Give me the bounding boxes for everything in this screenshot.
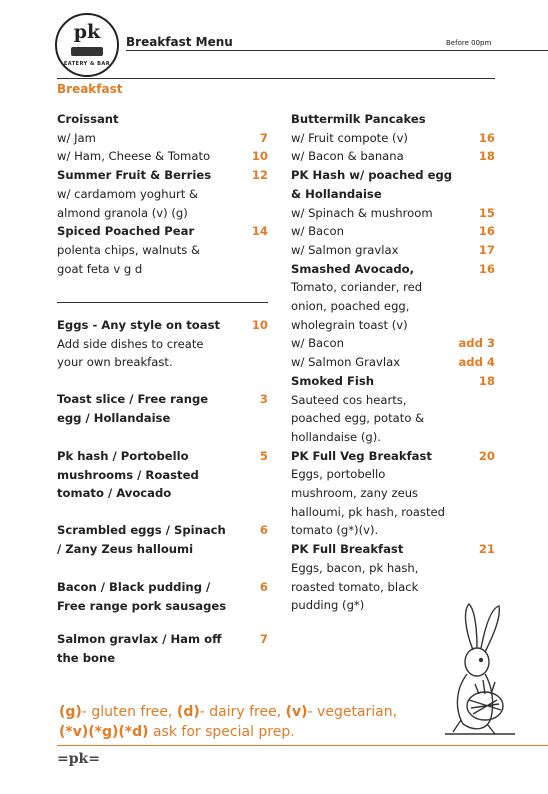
legend-g: (g) — [59, 704, 82, 720]
item-price: 16 — [478, 224, 495, 239]
item-desc: your own breakfast. — [57, 355, 173, 370]
menu-item — [291, 503, 495, 522]
item-price: 16 — [478, 130, 495, 145]
item-price: 15 — [478, 205, 495, 220]
side-dish-name: Scrambled eggs / Spinach — [57, 523, 226, 537]
item-name: Smoked Fish — [291, 373, 375, 388]
dietary-legend — [59, 702, 397, 742]
menu-item — [291, 559, 495, 578]
legend-special: (*v)(*g)(*d) — [59, 724, 149, 740]
item-desc: onion, poached egg, — [291, 299, 410, 314]
menu-item — [291, 372, 495, 391]
eggs-section — [57, 316, 268, 372]
item-desc: Add side dishes to create — [57, 336, 204, 351]
legend-v-text: - vegetarian, — [307, 704, 398, 720]
side-dish-name: mushrooms / Roasted — [57, 467, 199, 482]
item-desc: roasted tomato, black — [291, 579, 419, 594]
item-desc: polenta chips, walnuts & — [57, 242, 201, 257]
item-price: 14 — [251, 224, 268, 239]
item-price: 10 — [251, 318, 268, 332]
item-name: PK Full Breakfast — [291, 542, 404, 557]
item-desc: w/ cardamom yoghurt & — [57, 186, 198, 201]
side-dish-line — [57, 409, 268, 428]
side-dish-name: Pk hash / Portobello — [57, 449, 189, 463]
item-desc: w/ Spinach & mushroom — [291, 205, 433, 220]
menu-item — [57, 260, 268, 279]
side-dish-price: 6 — [259, 523, 268, 537]
legend-special-text: ask for special prep. — [148, 724, 295, 740]
menu-item — [57, 241, 268, 260]
side-dish-price: 6 — [259, 580, 268, 594]
menu-item — [291, 297, 495, 316]
menu-item — [291, 241, 495, 260]
menu-item — [291, 428, 495, 447]
item-name: & Hollandaise — [291, 186, 382, 201]
side-dish-item — [57, 390, 268, 427]
item-name: Croissant — [57, 112, 119, 126]
item-desc: w/ Salmon gravlax — [291, 242, 399, 257]
header-divider — [57, 78, 495, 79]
item-name: Summer Fruit & Berries — [57, 168, 212, 183]
item-name: Buttermilk Pancakes — [291, 112, 426, 126]
menu-item — [291, 391, 495, 410]
item-desc: w/ Jam — [57, 130, 96, 145]
side-dish-name: Free range pork sausages — [57, 598, 227, 613]
side-dish-name: Toast slice / Free range — [57, 392, 209, 406]
side-dish-item — [57, 630, 268, 667]
item-desc: w/ Bacon & banana — [291, 149, 404, 164]
side-dish-line — [57, 521, 268, 540]
side-dish-line — [57, 466, 268, 485]
menu-item — [57, 110, 268, 129]
side-dish-price: 3 — [259, 392, 268, 406]
item-price: 18 — [478, 149, 495, 164]
side-dish-name: Bacon / Black pudding / — [57, 580, 211, 594]
item-price: add 3 — [458, 336, 495, 351]
menu-item — [291, 316, 495, 335]
item-name: Spiced Poached Pear — [57, 224, 195, 239]
side-dish-price: 7 — [259, 632, 268, 646]
menu-item — [291, 204, 495, 223]
item-desc: Tomato, coriander, red — [291, 280, 423, 295]
menu-item — [57, 222, 268, 241]
footer-logo: =pk= — [57, 751, 100, 767]
side-dish-item — [57, 447, 268, 503]
legend-d: (d) — [176, 704, 200, 720]
item-desc: Eggs, portobello — [291, 467, 386, 482]
logo-table-graphic — [71, 47, 103, 56]
side-dish-line — [57, 578, 268, 597]
item-name: Eggs - Any style on toast — [57, 318, 221, 332]
item-desc: halloumi, pk hash, roasted — [291, 504, 445, 519]
menu-item — [57, 185, 268, 204]
side-dish-price: 5 — [259, 449, 268, 463]
side-dish-name: the bone — [57, 650, 116, 665]
side-dish-name: Salmon gravlax / Ham off — [57, 632, 222, 646]
page-subtitle: Before 00pm — [446, 39, 492, 47]
menu-item — [291, 278, 495, 297]
item-desc: poached egg, potato & — [291, 411, 425, 426]
side-dish-line — [57, 649, 268, 668]
item-price: 7 — [259, 130, 268, 145]
menu-item — [57, 129, 268, 148]
header-rule — [126, 50, 548, 51]
side-dish-line — [57, 447, 268, 466]
rabbit-icon — [425, 600, 525, 740]
section-title: Breakfast — [57, 82, 123, 96]
item-name: Smashed Avocado, — [291, 261, 415, 276]
item-desc: almond granola (v) (g) — [57, 205, 188, 220]
item-desc: mushroom, zany zeus — [291, 486, 419, 501]
item-desc: tomato (g*)(v). — [291, 523, 379, 538]
side-dish-line — [57, 484, 268, 503]
legend-d-text: - dairy free, — [199, 704, 286, 720]
item-desc: w/ Bacon — [291, 336, 344, 351]
menu-item — [291, 540, 495, 559]
item-name: PK Full Veg Breakfast — [291, 448, 432, 463]
menu-item — [291, 447, 495, 466]
item-desc: hollandaise (g). — [291, 429, 381, 444]
menu-item — [291, 578, 495, 597]
item-price: 21 — [478, 542, 495, 557]
menu-item — [291, 484, 495, 503]
item-price: 12 — [251, 168, 268, 183]
menu-item — [291, 129, 495, 148]
item-price: 10 — [251, 149, 268, 164]
item-desc: w/ Fruit compote (v) — [291, 130, 408, 145]
side-dish-name: tomato / Avocado — [57, 486, 172, 501]
legend-v: (v) — [285, 704, 308, 720]
side-dish-line — [57, 630, 268, 649]
menu-item — [57, 166, 268, 185]
item-desc: Eggs, bacon, pk hash, — [291, 560, 419, 575]
menu-item — [291, 353, 495, 372]
side-dish-item — [57, 578, 268, 615]
side-dish-line — [57, 540, 268, 559]
menu-item — [291, 185, 495, 204]
logo-subtext: EATERY & BAR — [63, 61, 111, 67]
item-price: 18 — [478, 373, 495, 388]
item-price: add 4 — [458, 355, 495, 370]
menu-item — [291, 260, 495, 279]
menu-item — [291, 147, 495, 166]
left-divider — [57, 302, 268, 303]
item-price: 20 — [478, 448, 495, 463]
menu-item — [57, 147, 268, 166]
item-desc: w/ Salmon Gravlax — [291, 355, 401, 370]
item-price: 16 — [478, 261, 495, 276]
side-dish-item — [57, 521, 268, 558]
menu-item — [291, 465, 495, 484]
menu-item — [291, 521, 495, 540]
item-desc: goat feta v g d — [57, 261, 143, 276]
menu-item — [291, 409, 495, 428]
item-desc: pudding (g*) — [291, 598, 365, 613]
footer-rule — [57, 745, 548, 746]
menu-item — [291, 334, 495, 353]
logo-text: pk — [73, 21, 101, 43]
side-dish-name: egg / Hollandaise — [57, 410, 171, 425]
right-menu-column — [291, 110, 495, 615]
left-menu-column — [57, 110, 268, 278]
side-dish-line — [57, 597, 268, 616]
item-desc: w/ Bacon — [291, 224, 344, 239]
logo — [55, 13, 119, 77]
item-desc: Sauteed cos hearts, — [291, 392, 407, 407]
menu-item — [57, 204, 268, 223]
side-dish-line — [57, 390, 268, 409]
menu-item — [291, 166, 495, 185]
item-desc: wholegrain toast (v) — [291, 317, 408, 332]
item-desc: w/ Ham, Cheese & Tomato — [57, 149, 211, 164]
page-title: Breakfast Menu — [126, 35, 233, 49]
menu-item — [291, 222, 495, 241]
menu-item — [291, 110, 495, 129]
legend-g-text: - gluten free, — [81, 704, 177, 720]
item-name: PK Hash w/ poached egg — [291, 168, 453, 183]
item-price: 17 — [478, 242, 495, 257]
menu-item — [57, 316, 268, 335]
side-dish-name: / Zany Zeus halloumi — [57, 541, 194, 556]
